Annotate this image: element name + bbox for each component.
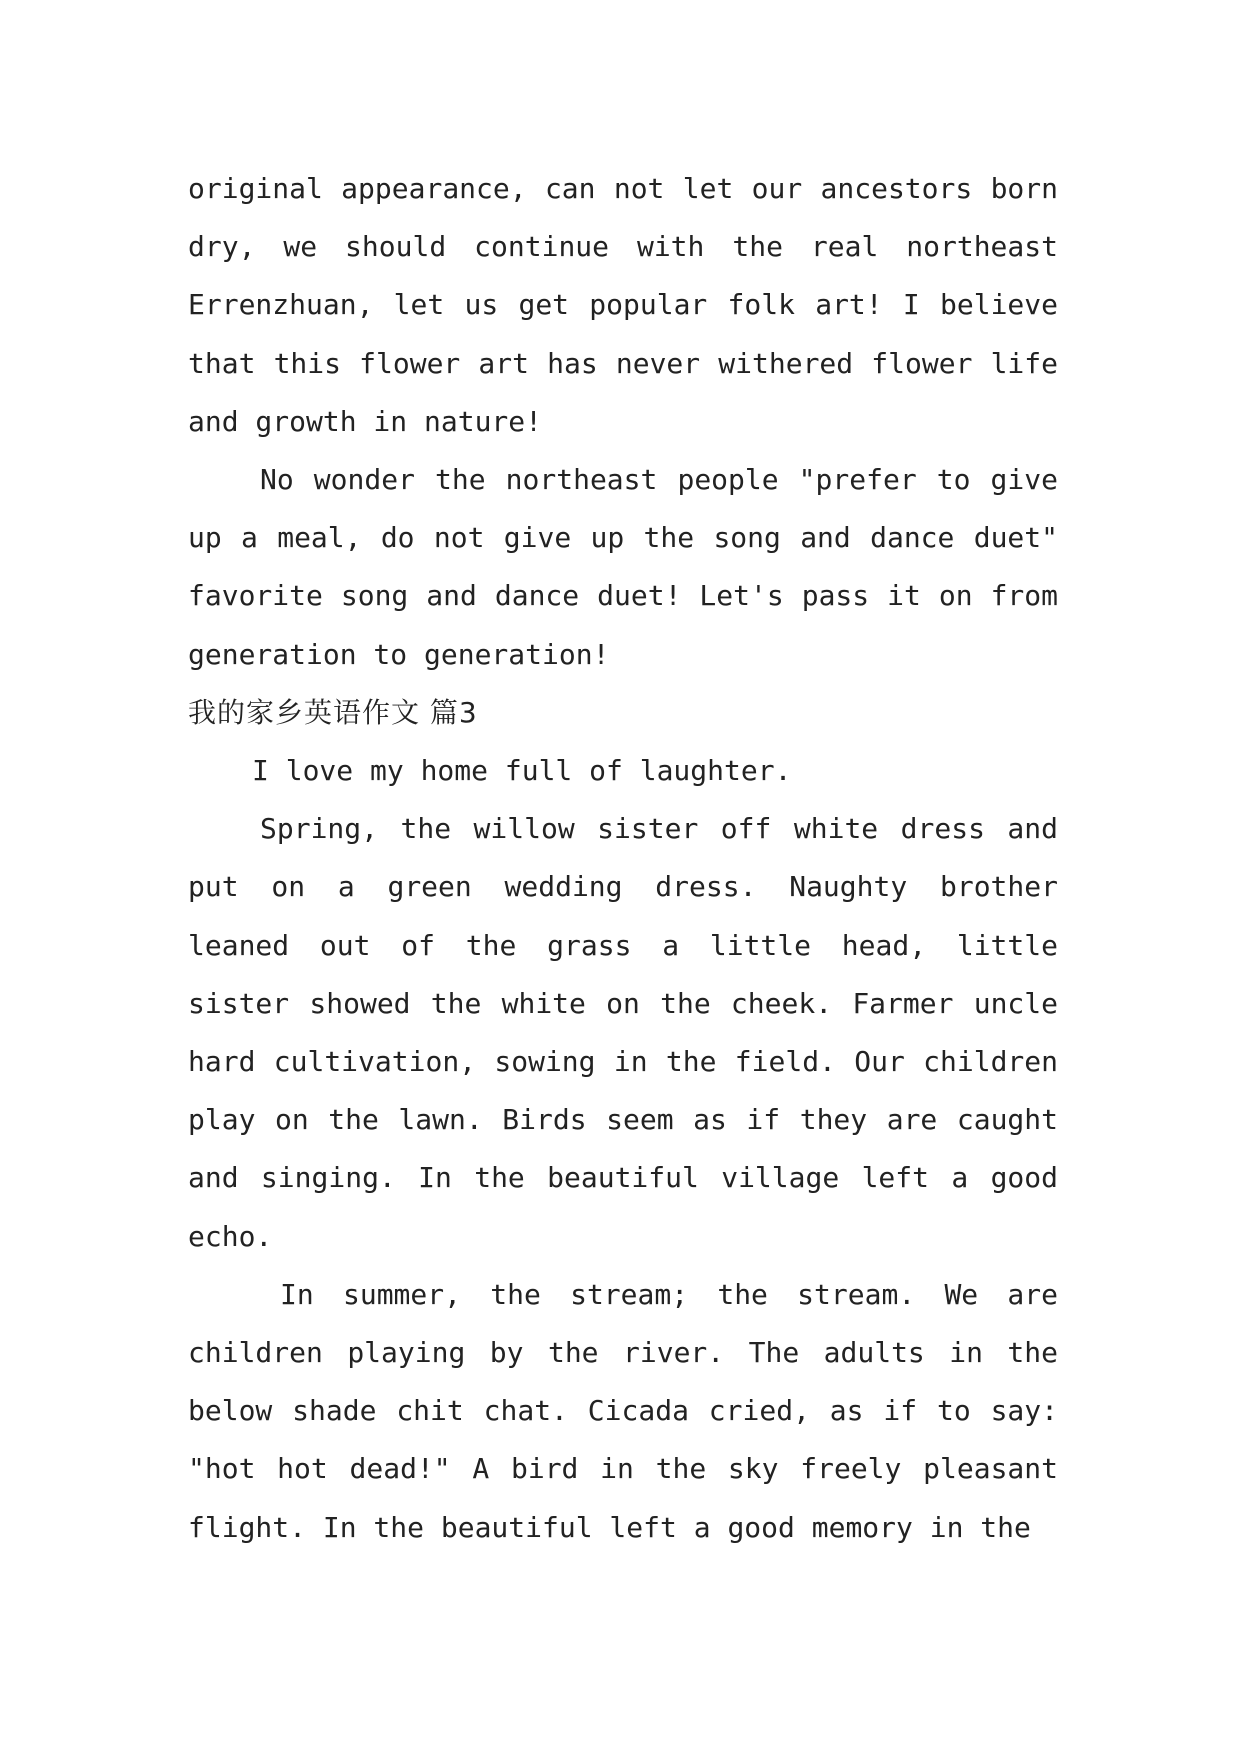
paragraph-intro: I love my home full of laughter. — [252, 754, 792, 788]
paragraph-continuation: original appearance, can not let our ancestors born dry, we should continue with the real northeast Errenzhuan, let us get popular folk art! I believe that this flower art has never withered flower life and growth in nature! — [188, 172, 1058, 438]
document-body — [188, 160, 1058, 1557]
section-heading: 我的家乡英语作文 篇3 — [188, 695, 478, 729]
paragraph-northeast: No wonder the northeast people "prefer to give up a meal, do not give up the song and dance duet" favorite song and dance duet! Let's pass it on from generation to generation! — [188, 463, 1058, 671]
paragraph-spring: Spring, the willow sister off white dress and put on a green wedding dress. Naughty brother leaned out of the grass a little head, little sister showed the white on the cheek. Farmer uncle hard cultivation, sowing in the field. Our children play on the lawn. Birds seem as if they are caught and singing. In the beautiful village left a good echo. — [188, 812, 1058, 1253]
paragraph-summer: In summer, the stream; the stream. We are children playing by the river. The adults in the below shade chit chat. Cicada cried, as if to say: "hot hot dead!" A bird in the sky freely pleasant flight. In the beautiful left a good memory in the — [188, 1277, 1058, 1544]
